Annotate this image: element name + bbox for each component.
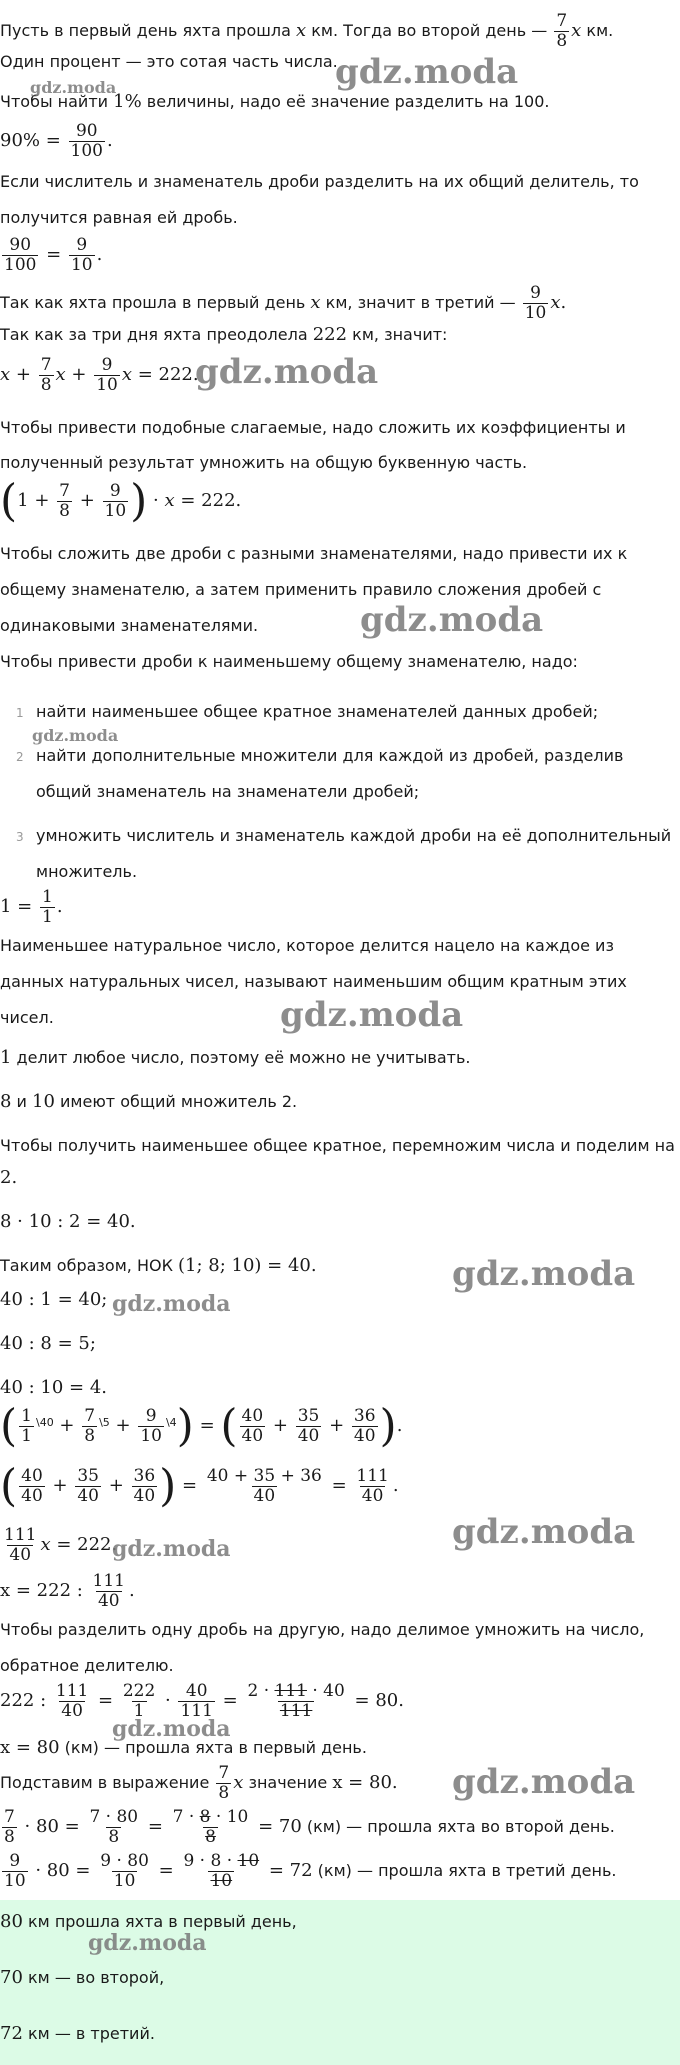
numerator: 111 [4, 1525, 37, 1545]
text: км, значит в третий — [320, 293, 521, 312]
line-11: Чтобы привести подобные слагаемые, надо сложить их коэффициенты и [0, 418, 626, 437]
math: = [152, 1860, 180, 1881]
fraction [40, 888, 55, 927]
numerator: 9 [145, 1406, 157, 1426]
text: (км) — прошла яхта в первый день. [59, 1738, 367, 1757]
fraction [91, 1572, 127, 1611]
factor: \40 [36, 1416, 54, 1429]
text: Пусть в первый день яхта прошла [0, 21, 297, 40]
cancelled-factor: 8 [199, 1807, 211, 1827]
factor: \5 [99, 1416, 110, 1429]
text: делит любое число, поэтому её можно не учитывать. [11, 1048, 471, 1067]
denominator: 10 [524, 303, 547, 323]
denominator: 10 [113, 1871, 136, 1891]
line-40 [0, 1808, 615, 1847]
line-32 [0, 1462, 399, 1510]
math: = [176, 1475, 203, 1496]
math-var: x [310, 292, 321, 313]
line-23 [0, 1092, 297, 1112]
math: 10 [32, 1091, 55, 1112]
paren: ) [379, 1400, 397, 1452]
line-35: Чтобы разделить одну дробь на другую, надо делимое умножить на число, [0, 1620, 645, 1639]
line-31 [0, 1402, 402, 1450]
text: км — во второй, [22, 1968, 165, 1987]
fraction [523, 284, 549, 323]
paren: ( [220, 1400, 238, 1452]
list-item: найти наименьшее общее кратное знаменателей данных дробей; [36, 702, 599, 721]
list-item-cont: общий знаменатель на знаменатели дробей; [36, 782, 420, 801]
text: значение [243, 1773, 333, 1792]
numerator: 90 [9, 235, 32, 255]
fraction [554, 12, 569, 51]
math: + [73, 490, 101, 511]
fraction [19, 1467, 45, 1506]
watermark: gdz.moda [112, 1536, 231, 1562]
paren: ( [0, 1460, 18, 1512]
denominator: 40 [9, 1545, 32, 1565]
text: Подставим в выражение [0, 1773, 215, 1792]
line-29: 40 : 8 = 5; [0, 1333, 96, 1354]
denominator: 111 [180, 1701, 213, 1721]
numerator: 9 [109, 481, 121, 501]
watermark: gdz.moda [452, 1254, 636, 1294]
denominator: 8 [84, 1426, 96, 1446]
numerator: 1 [41, 887, 53, 907]
fraction [94, 356, 120, 395]
watermark: gdz.moda [360, 600, 544, 640]
line-7 [0, 236, 102, 275]
line-13 [0, 475, 242, 527]
factor: · 40 [306, 1681, 345, 1701]
math: + [53, 1415, 81, 1436]
paren: ( [0, 1400, 18, 1452]
denominator: 8 [108, 1827, 120, 1847]
answer-line-3 [0, 2024, 155, 2044]
math: = [142, 1816, 169, 1837]
line-27 [0, 1256, 317, 1276]
numerator: 36 [353, 1406, 376, 1426]
factor: 9 · 8 · [183, 1851, 238, 1871]
cancelled-factor: 111 [274, 1681, 307, 1701]
math: 1 = [0, 896, 38, 917]
denominator: 8 [218, 1783, 230, 1803]
denominator: 1 [41, 907, 53, 927]
denominator: 40 [297, 1426, 320, 1446]
list-item: умножить числитель и знаменатель каждой дроби на её дополнительный [36, 826, 672, 845]
numerator: 7 [84, 1406, 96, 1426]
line-4 [0, 122, 113, 161]
text: км прошла яхта в первый день, [22, 1912, 297, 1931]
math: . [56, 896, 63, 917]
numerator: 222 [122, 1681, 156, 1701]
line-19: Наименьшее натуральное число, которое делится нацело на каждое из [0, 936, 614, 955]
text: (км) — прошла яхта во второй день. [301, 1817, 615, 1836]
math: 1 [0, 1047, 12, 1068]
text: и [11, 1092, 33, 1111]
math: 8 [0, 1091, 12, 1112]
text: Чтобы найти [0, 92, 114, 111]
fraction [352, 1407, 378, 1446]
fraction [19, 1407, 34, 1446]
math: = 222. [132, 364, 199, 385]
text: величины, надо её значение разделить на 100. [141, 92, 550, 111]
line-10 [0, 356, 199, 395]
numerator: 111 [356, 1466, 389, 1486]
text: км — в третий. [22, 2024, 155, 2043]
line-17: Чтобы привести дроби к наименьшему общему знаменателю, надо: [0, 652, 578, 671]
fraction [82, 1407, 97, 1446]
fraction [57, 482, 72, 521]
math: x = 80 [0, 1737, 60, 1758]
numerator: 7 [218, 1763, 230, 1783]
line-8 [0, 284, 566, 323]
fraction [2, 236, 38, 275]
line-36: обратное делителю. [0, 1656, 174, 1675]
fraction [2, 1852, 28, 1891]
math-var: x [55, 364, 66, 385]
math-var: x [571, 20, 582, 41]
math: = 222. [50, 1534, 118, 1555]
watermark: gdz.moda [112, 1716, 231, 1742]
numerator: 90 [75, 121, 98, 141]
numerator [245, 1682, 346, 1701]
denominator: 10 [96, 375, 118, 395]
denominator: 40 [21, 1486, 43, 1506]
math: = [216, 1690, 244, 1711]
factor: 7 · [172, 1807, 200, 1827]
numerator [181, 1852, 261, 1871]
factor: 2 · [247, 1681, 275, 1701]
denominator: 40 [353, 1426, 376, 1446]
numerator: 40 [21, 1466, 43, 1486]
text: км. Тогда во второй день — [306, 21, 553, 40]
math: x = 80. [332, 1772, 398, 1793]
math: . [129, 1580, 135, 1601]
math: 222 [312, 324, 348, 345]
watermark: gdz.moda [195, 352, 379, 392]
math: + [46, 1475, 74, 1496]
fraction [75, 1467, 101, 1506]
math: = 80. [348, 1690, 404, 1711]
denominator: 40 [61, 1701, 83, 1721]
fraction [87, 1808, 140, 1847]
line-1 [0, 12, 613, 51]
paren: ) [130, 475, 148, 527]
numerator: 7 [4, 1807, 15, 1827]
math: 80 [0, 1911, 23, 1932]
math: + [109, 1415, 137, 1436]
math: . [107, 130, 113, 151]
watermark: gdz.moda [88, 1930, 207, 1956]
line-14: Чтобы сложить две дроби с разными знаменателями, надо привести их к [0, 544, 628, 563]
denominator: 10 [104, 501, 127, 521]
math: . [392, 1475, 399, 1496]
paren: ( [0, 475, 18, 527]
fraction [39, 356, 54, 395]
math: = 72 [263, 1860, 313, 1881]
line-26: 8 · 10 : 2 = 40. [0, 1211, 136, 1232]
math: · [159, 1690, 177, 1711]
text: км. [581, 21, 614, 40]
numerator: 9 [9, 1851, 21, 1871]
math: + [65, 364, 93, 385]
math: x = 222 : [0, 1580, 89, 1601]
fraction [69, 236, 95, 275]
list-item: найти дополнительные множители для каждой из дробей, разделив [36, 746, 624, 765]
numerator: 7 [556, 11, 568, 31]
fraction [69, 122, 105, 161]
denominator: 10 [4, 1871, 26, 1891]
line-18 [0, 888, 63, 927]
line-5: Если числитель и знаменатель дроби разделить на их общий делитель, то [0, 172, 639, 191]
numerator: 9 [101, 355, 113, 375]
fraction [98, 1852, 151, 1891]
denominator: 10 [140, 1426, 162, 1446]
fraction [2, 1808, 17, 1847]
math: + [102, 1475, 130, 1496]
text: Таким образом, НОК [0, 1256, 179, 1275]
watermark: gdz.moda [452, 1762, 636, 1802]
paren: ) [159, 1460, 177, 1512]
denominator: 40 [77, 1486, 99, 1506]
list-number: 1 [16, 706, 24, 720]
math: = [40, 244, 67, 265]
math-var: x [296, 20, 307, 41]
math: · 80 = [18, 1816, 86, 1837]
text: имеют общий множитель 2. [54, 1092, 298, 1111]
numerator: 7 · 80 [89, 1807, 139, 1827]
math: 90% = [0, 130, 67, 151]
math: . [560, 292, 567, 313]
math: = [92, 1690, 119, 1711]
numerator: 1 [21, 1406, 32, 1426]
fraction [216, 1764, 231, 1803]
line-28: 40 : 1 = 40; [0, 1289, 108, 1310]
line-9 [0, 325, 447, 345]
math-var: x [233, 1772, 244, 1793]
numerator: 111 [55, 1681, 89, 1701]
line-6: получится равная ей дробь. [0, 208, 238, 227]
text: км, значит: [347, 325, 448, 344]
watermark: gdz.moda [32, 726, 119, 745]
numerator [171, 1808, 251, 1827]
line-15: общему знаменателю, а затем применить правило сложения дробей с [0, 580, 602, 599]
numerator: 40 + 35 + 36 [206, 1466, 322, 1486]
factor: · 10 [210, 1807, 249, 1827]
line-2: Один процент — это сотая часть числа. [0, 52, 338, 71]
fraction [181, 1852, 261, 1891]
line-34 [0, 1572, 135, 1611]
math: + [10, 364, 37, 385]
fraction [240, 1407, 266, 1446]
fraction [171, 1808, 251, 1847]
watermark: gdz.moda [452, 1512, 636, 1552]
line-33 [0, 1526, 117, 1565]
denominator: 8 [205, 1827, 216, 1847]
math: · 80 = [29, 1860, 97, 1881]
math: (1; 8; 10) = 40. [178, 1255, 317, 1276]
line-25: 2. [0, 1167, 18, 1188]
line-16: одинаковыми знаменателями. [0, 616, 259, 635]
line-20: данных натуральных чисел, называют наименьшим общим кратным этих [0, 972, 627, 991]
line-21: чисел. [0, 1008, 54, 1027]
numerator: 9 [530, 283, 541, 303]
math: = [193, 1415, 221, 1436]
answer-line-2 [0, 1968, 164, 1988]
fraction [245, 1682, 346, 1721]
math: 70 [0, 1967, 23, 1988]
factor: \4 [165, 1416, 177, 1429]
fraction [2, 1526, 38, 1565]
denominator: 40 [253, 1486, 276, 1506]
denominator: 10 [210, 1871, 233, 1891]
math: 72 [0, 2023, 23, 2044]
list-item-cont: множитель. [36, 862, 138, 881]
math: = 70 [252, 1816, 302, 1837]
fraction [354, 1467, 390, 1506]
math-var: x [121, 364, 132, 385]
numerator: 7 [40, 355, 52, 375]
line-39 [0, 1764, 398, 1803]
numerator: 35 [297, 1406, 320, 1426]
denominator: 40 [97, 1591, 120, 1611]
math: · [147, 490, 165, 511]
cancelled-factor: 10 [237, 1851, 260, 1871]
numerator: 111 [92, 1571, 125, 1591]
math: 1% [113, 91, 142, 112]
math: = 222. [174, 490, 242, 511]
math-var: x [550, 292, 561, 313]
fraction [54, 1682, 90, 1721]
denominator: 40 [361, 1486, 384, 1506]
text: (км) — прошла яхта в третий день. [312, 1861, 617, 1880]
math: = [325, 1475, 353, 1496]
numerator: 36 [133, 1466, 156, 1486]
paren: ) [176, 1400, 194, 1452]
math: . [96, 244, 103, 265]
math-var: x [0, 364, 11, 385]
numerator: 40 [241, 1406, 264, 1426]
fraction [132, 1467, 158, 1506]
denominator: 8 [59, 501, 70, 521]
line-22 [0, 1048, 470, 1068]
line-12: полученный результат умножить на общую буквенную часть. [0, 453, 528, 472]
math-var: x [40, 1534, 51, 1555]
fraction [205, 1467, 324, 1506]
denominator: 40 [133, 1486, 156, 1506]
denominator: 10 [70, 255, 93, 275]
fraction [103, 482, 129, 521]
denominator: 8 [40, 375, 52, 395]
line-24: Чтобы получить наименьшее общее кратное, перемножим числа и поделим на [0, 1136, 675, 1155]
text: Так как за три дня яхта преодолела [0, 325, 313, 344]
numerator: 9 [76, 235, 88, 255]
line-30: 40 : 10 = 4. [0, 1377, 108, 1398]
answer-line-1 [0, 1912, 297, 1932]
watermark: gdz.moda [335, 52, 519, 92]
fraction [296, 1407, 322, 1446]
math: + [323, 1415, 350, 1436]
denominator: 100 [4, 255, 37, 275]
numerator: 40 [185, 1681, 208, 1701]
denominator: 1 [133, 1701, 145, 1721]
math: . [396, 1415, 403, 1436]
watermark: gdz.moda [280, 995, 464, 1035]
denominator: 100 [70, 141, 103, 161]
math: + [267, 1415, 294, 1436]
numerator: 9 · 80 [100, 1851, 149, 1871]
denominator: 8 [4, 1827, 15, 1847]
denominator: 1 [21, 1426, 32, 1446]
math: 222 : [0, 1690, 52, 1711]
denominator: 111 [279, 1701, 313, 1721]
list-number: 3 [16, 830, 24, 844]
math: 1 + [17, 490, 56, 511]
math-var: x [164, 490, 175, 511]
list-number: 2 [16, 750, 24, 764]
line-41 [0, 1852, 616, 1891]
numerator: 7 [59, 481, 70, 501]
numerator: 35 [77, 1466, 99, 1486]
watermark: gdz.moda [30, 78, 117, 97]
denominator: 40 [241, 1426, 264, 1446]
watermark: gdz.moda [112, 1291, 231, 1317]
text: Так как яхта прошла в первый день [0, 293, 311, 312]
denominator: 8 [556, 31, 568, 51]
fraction [138, 1407, 164, 1446]
